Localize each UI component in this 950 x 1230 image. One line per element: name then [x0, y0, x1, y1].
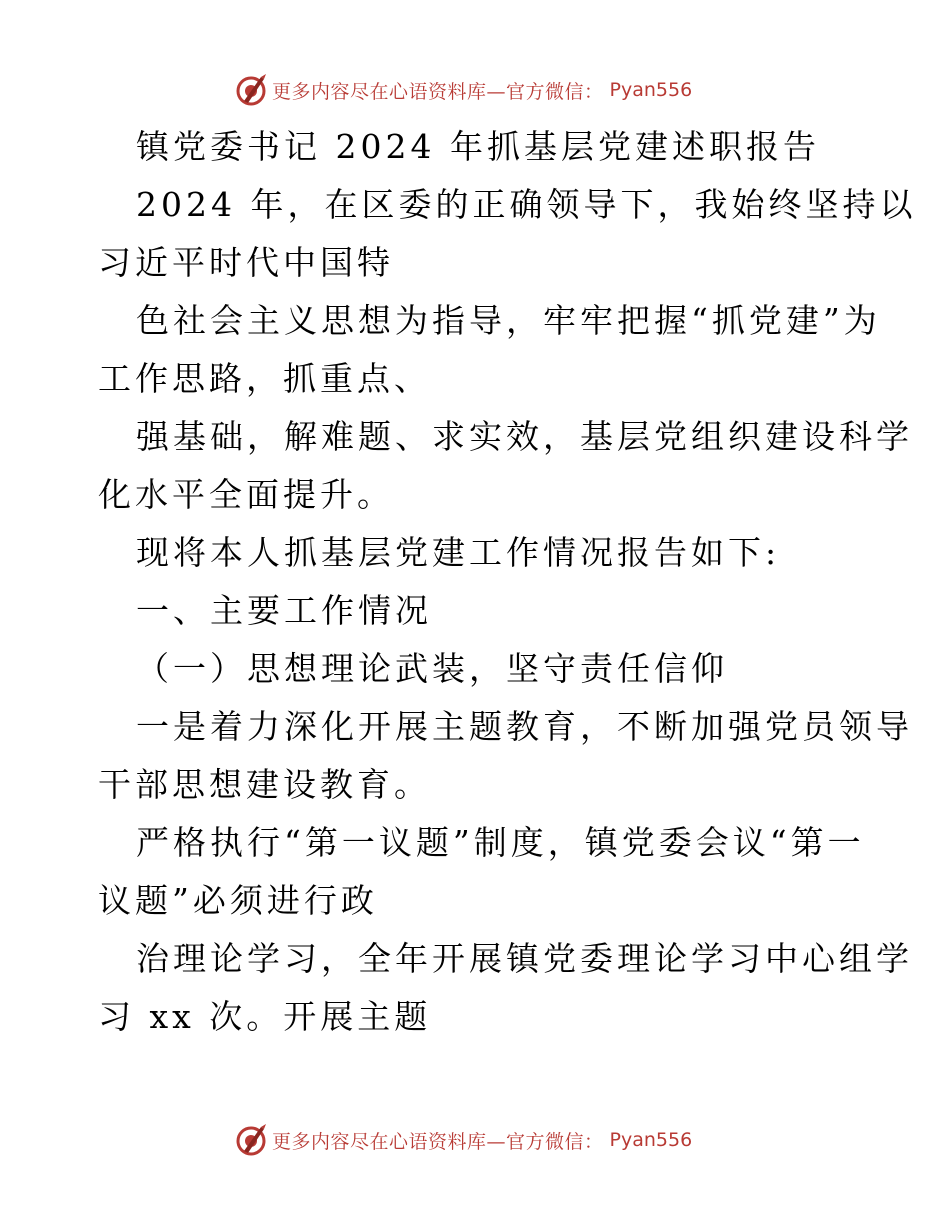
- paragraph-line: 治理论学习，全年开展镇党委理论学习中心组学: [136, 939, 913, 978]
- footer-watermark-banner: [234, 1120, 714, 1160]
- section-heading: 一、主要工作情况: [136, 591, 432, 630]
- paragraph-line: 现将本人抓基层党建工作情况报告如下:: [136, 533, 781, 572]
- header-watermark-banner: [234, 70, 714, 110]
- banner-wechat-id: Pyan556: [609, 79, 693, 101]
- paragraph-line: 习近平时代中国特: [98, 243, 394, 282]
- paragraph-line: 干部思想建设教育。: [98, 765, 431, 804]
- paragraph-line: 严格执行“第一议题”制度，镇党委会议“第一: [136, 823, 865, 862]
- banner-text: 更多内容尽在心语资料库—官方微信：: [272, 80, 604, 103]
- subsection-heading: （一）思想理论武装，坚守责任信仰: [136, 649, 728, 688]
- banner-text: 更多内容尽在心语资料库—官方微信：: [272, 1130, 604, 1153]
- paragraph-line: 议题”必须进行政: [98, 881, 378, 920]
- quill-pen-logo-icon: [234, 73, 268, 107]
- banner-wechat-id: Pyan556: [609, 1129, 693, 1151]
- paragraph-line: 强基础，解难题、求实效，基层党组织建设科学: [136, 417, 913, 456]
- paragraph-line: 2024 年，在区委的正确领导下，我始终坚持以: [136, 185, 917, 224]
- paragraph-line: 习 xx 次。开展主题: [98, 997, 432, 1036]
- document-title: 镇党委书记 2024 年抓基层党建述职报告: [136, 127, 820, 166]
- quill-pen-logo-icon: [234, 1123, 268, 1157]
- paragraph-line: 一是着力深化开展主题教育，不断加强党员领导: [136, 707, 913, 746]
- paragraph-line: 工作思路，抓重点、: [98, 359, 431, 398]
- paragraph-line: 色社会主义思想为指导，牢牢把握“抓党建”为: [136, 301, 881, 340]
- paragraph-line: 化水平全面提升。: [98, 475, 394, 514]
